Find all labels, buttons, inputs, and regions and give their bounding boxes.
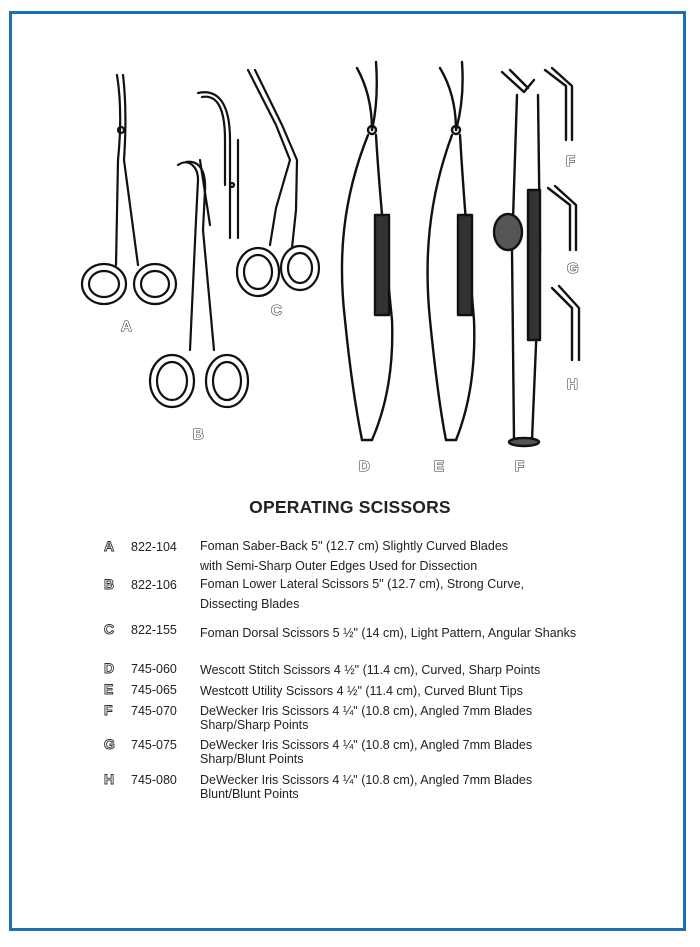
figure-label-a: A [121,318,132,335]
scissors-b-illustration [150,160,248,407]
figure-label-d: D [359,458,370,475]
item-letter: A [104,538,115,554]
desc-line: Blunt/Blunt Points [200,787,299,801]
figure-label-h: H [567,376,578,393]
tip-f-illustration [545,68,572,140]
item-code: 822-104 [131,540,177,554]
item-code: 745-075 [131,738,177,752]
item-letter: F [104,702,113,718]
item-code: 745-065 [131,683,177,697]
tip-h-illustration [552,286,579,360]
item-code: 745-060 [131,662,177,676]
item-code: 822-155 [131,623,177,637]
desc-line: DeWecker Iris Scissors 4 ¼" (10.8 cm), Angled 7mm Blades [200,773,533,787]
desc-line: Sharp/Sharp Points [200,718,309,732]
figure-label-g: G [567,260,579,277]
item-description [200,574,620,614]
desc-line: with Semi-Sharp Outer Edges Used for Dissection [200,559,478,573]
item-description [200,681,620,701]
scissors-f-illustration [494,70,540,446]
item-description [200,738,620,766]
desc-line: Sharp/Blunt Points [200,752,304,766]
scissors-e-illustration [428,62,475,440]
desc-line: Foman Saber-Back 5" (12.7 cm) Slightly Curved Blades [200,539,509,553]
scissors-c-illustration [237,70,319,296]
item-letter: D [104,660,115,676]
item-code: 822-106 [131,578,177,592]
desc-line: Wescott Stitch Scissors 4 ½" (11.4 cm), Curved, Sharp Points [200,663,541,677]
figure-label-e: E [434,458,445,475]
desc-line: DeWecker Iris Scissors 4 ¼" (10.8 cm), Angled 7mm Blades [200,704,533,718]
item-letter: B [104,576,115,592]
desc-line: Westcott Utility Scissors 4 ½" (11.4 cm), Curved Blunt Tips [200,684,523,698]
figure-label-c: C [271,302,282,319]
figure-label-b: B [193,426,204,443]
scissors-a-illustration [82,75,176,304]
item-description [200,773,620,801]
item-code: 745-070 [131,704,177,718]
scissors-d-illustration [342,62,392,440]
item-letter: H [104,771,115,787]
item-description [200,536,620,576]
item-description [200,623,620,643]
catalog-title: OPERATING SCISSORS [249,497,451,517]
figure-label-f-tip: F [566,153,576,170]
item-letter: C [104,621,115,637]
item-letter: E [104,681,114,697]
item-code: 745-080 [131,773,177,787]
desc-line: Dissecting Blades [200,597,300,611]
desc-line: DeWecker Iris Scissors 4 ¼" (10.8 cm), Angled 7mm Blades [200,738,533,752]
item-letter: G [104,736,115,752]
item-description [200,704,620,732]
desc-line: Foman Dorsal Scissors 5 ½" (14 cm), Light Pattern, Angular Shanks [200,626,577,640]
desc-line: Foman Lower Lateral Scissors 5" (12.7 cm), Strong Curve, [200,577,525,591]
figure-label-f: F [515,458,525,475]
tip-g-illustration [548,186,576,250]
item-description [200,660,620,680]
